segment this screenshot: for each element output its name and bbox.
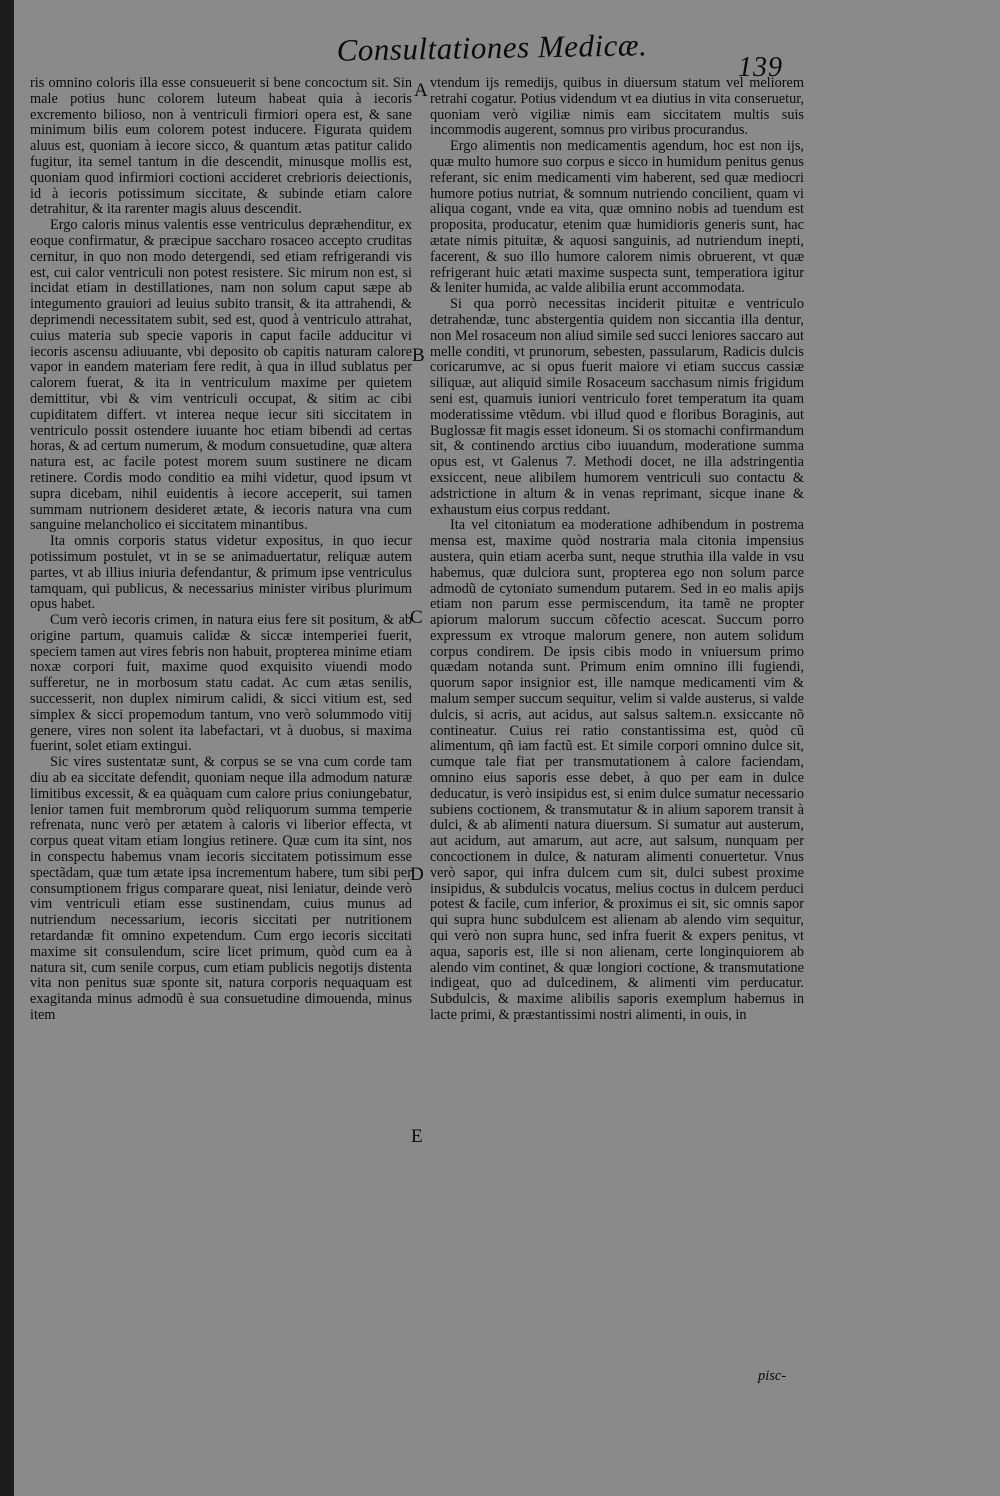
paragraph: Ergo caloris minus valentis esse ventriculus depræhenditur, ex eoque confirmatur, & præcipue saccharo rosaceo accepto cruditas cernitur, in quo non modo detergendi, sed etiam refrigerandi vis est, cui calor ventriculi non potest resistere. Sic mirum non est, si incidat etiam in destillationes, nam non solum caput sæpe ab integumento grauiori ad leuius subito transit, & ita attrahendi, & deprimendi necessitatem subit, sed est, quod à ventriculo attrahat, cuius materia sub specie vaporis in caput facile adducitur vi iecoris ascensu adiuuante, vbi deposito ob capitis naturam calore vapor in eandem materiam fere redit, à qua in illud sublatus per calorem fuerat, & ita in ventriculum maxime per quietem demittitur, vbi & vim ventriculi occupat, & sitim ac cibi cupiditatem differt. vt interea neque iecur siti siccitatem in ventriculo possit ostendere iuuante hoc etiam bibendi ad certas horas, & ad certum numerum, & modum consuetudine, quæ altera natura est, ac facile potest morem suum sustinere ne dicam retinere. Cordis modo conditio ea mihi videtur, quod ipsum vt supra dicebam, nihil euidentis à iecore acceperit, sui tamen summam nutrionem desideret ætate, & iecoris natura vna cum sanguine melancholico ei siccitatem minantibus. [30, 217, 412, 534]
paragraph: Ergo alimentis non medicamentis agendum, hoc est non ijs, quæ multo humore suo corpus e sicco in humidum penitus genus referant, sic enim medicamenti vim haberent, sed quæ mediocri humore potius nutriat, & somnum nutriendo concilient, quam vi aliqua cogant, vnde ea vita, quæ omnino nobis ad tuendum est proposita, producatur, etenim quæ humidioris generis sunt, hac ætate nimis pituitæ, & aquosi sanguinis, ad nutriendum inepti, facerent, & suo illo humore calorem nimis obruerent, vt quæ refrigerant huic ætati maxime suspecta sunt, temperatiora igitur & leniter humida, ac valde alibilia erunt accommodata. [430, 138, 804, 297]
paragraph: Ita vel citoniatum ea moderatione adhibendum in postrema mensa est, maxime quòd nostraria mala citonia impensius austera, quin etiam acerba sunt, neque struthia illa valde in vsu habemus, quæ dulciora sunt, propterea ego non solum parce admodũ de cytoniato sumendum putarem. Sed in eo malis apijs etiam non parum esse permiscendum, ita tamẽ ne propter apiorum malorum succum cõfectio acescat. Succum porro expressum ex vtroque malorum genere, non autem solidum corpus condirem. De ipsis cibis modo in vniuersum primo quædam notanda sunt. Primum enim omnino illi fugiendi, quorum sapor insignior est, ille namque medicamenti vim & malum semper succum sequitur, velim si valde austerus, si valde dulcis, si acris, aut acidus, aut salsus saltem.n. exsiccante nõ contineatur. Cuius rei ratio constantissima est, quòd cũ alimentum, qñ iam factũ est. Et simile corpori omnino dulce sit, cumque tale fiat per transmutationem à calore faciendam, omnino eius saporis esse debet, à quo per eam in dulce deducatur, is verò insipidus est, si enim dulce sumatur necessario subiens coctionem, & transmutatur & in alium saporem transit à dulci, & ab alimenti natura diuersum. Si sumatur aut austerum, aut acidum, aut amarum, aut acre, aut salsum, nunquam per concoctionem in dulce, & naturam alimenti conuertetur. Vnus verò sapor, qui infra dulcem cum sit, dulci subest proxime insipidus, & subdulcis vocatus, melius coctus in dulcem perduci potest & facile, cum inferior, & proximus ei sit, sic omnis sapor qui supra hunc subdulcem est alienam ab alendo vim sequitur, qui verò non supra hunc, sed infra fuerit & expers penitus, vt aqua, saporis est, ille si non alienam, certe longinquiorem ab alendo vim continet, & quæ longiori coctione, & transmutatione indigeat, quo ad dulcedinem, & alimenti vim perducatur. Subdulcis, & maxime alibilis saporis exemplum habemus in lacte primi, & præstantissimi nostri alimenti, in ouis, in [430, 517, 804, 1024]
section-marker-e: E [411, 1126, 423, 1147]
section-marker-c: C [410, 607, 423, 628]
section-marker-b: B [412, 345, 425, 366]
paragraph: Sic vires sustentatæ sunt, & corpus se se vna cum corde tam diu ab ea siccitate defendit, quoniam neque illa admodum naturæ limitibus excessit, & ea quàquam cum calore prius coniungebatur, lenior tamen fuit membrorum quòd reliquorum summa temperie refrenata, nunc verò per ætatem à caloris vi liberior effecta, vt corpus queat vitam etiam longius retinere. Quæ cum ita sint, nos in conspectu habemus vnam iecoris siccitatem potissimum esse spectãdam, quæ tum ætate ipsa incrementum habere, tum sibi per consumptionem frigus comparare queat, nisi leniatur, deinde verò vim ventriculi etiam esse sustinendam, cuius munus ad nutriendum necessarium, iecoris siccitati per nutritionem retardandæ fit omnino expetendum. Cum ergo iecoris siccitati maxime sit consulendum, scire licet primum, quòd cum ea à natura sit, cum senile corpus, cum etiam publicis negotijs distenta vita non penitus suæ sponte sit, natura corporis nequaquam est exagitanda minus admodũ è sua consuetudine dimouenda, minus item [30, 754, 412, 1024]
page-gutter-shadow [0, 0, 14, 1496]
paragraph: Si qua porrò necessitas inciderit pituitæ e ventriculo detrahendæ, tunc abstergentia quidem non siccantia illa dentur, non Mel rosaceum non aliud simile sed succi leniores saccaro aut melle conditi, vt prunorum, sebesten, passularum, Radicis dulcis coricarumve, ac si opus fuerit maiore vi etiam succus cassiæ siliquæ, aut aliquid simile Rosaceum sacchasum nimis frigidum seni est, quamuis iuniori ventriculo foret temperatum ita quam moderatissime vtẽdum. vbi illud quod e floribus Boraginis, aut Buglossæ fit magis esset idoneum. Si os stomachi confirmandum sit, & continendo arctius cibo iuuandum, moderatione summa opus est, vt Galenus 7. Methodi docet, ne illa adstringentia exsiccent, neue alibilem humorem ventriculi suo contactu & adstrictione in altum & in venas reprimant, sicque inane & exhaustum eius corpus reddant. [430, 296, 804, 518]
section-marker-d: D [410, 864, 424, 885]
paragraph: Cum verò iecoris crimen, in natura eius fere sit positum, & ab origine partum, quamuis calidæ & siccæ intemperiei fuerit, speciem tamen aut vires febris non habuit, propterea minime etiam noxæ corpori fuit, maxime quod exquisito viuendi modo sufferetur, ne in morbosum statu cadat. Ac cum ætas senilis, successerit, non duplex nimirum calidi, & sicci vitium est, sed simplex & sicci propemodum tantum, vno verò solummodo vitij genere, vires non solent ita labefactari, vt à duobus, si maxima fuerint, solet etiam extingui. [30, 612, 412, 755]
section-marker-a: A [414, 80, 428, 101]
left-text-column [30, 76, 412, 1024]
paragraph: Ita omnis corporis status videtur expositus, in quo iecur potissimum postulet, vt in se se animaduertatur, reliquæ autem partes, vt ab illius iniuria defendantur, & primum ipse ventriculus tamquam, qui publicus, & necessarius minister viribus plurimum opus habet. [30, 533, 412, 613]
right-text-column [430, 76, 804, 1024]
running-header-title: Consultationes Medicæ. [336, 27, 648, 68]
page-number: 139 [738, 52, 783, 83]
catchword: pisc- [758, 1368, 787, 1384]
paragraph: ris omnino coloris illa esse consueuerit si bene concoctum sit. Sin male potius hunc colorem luteum habeat quia à iecoris excremento bilioso, non à ventriculi firmiori opera est, & sane minimum bilis eum colorem potest inducere. Figurata quidem aluus est, quoniam à iecore sicco, & quantum ætas patitur calido fugitur, ita semel tantum in die descendit, minusque mollis est, quoniam quod infirmiori coctioni accideret crebrioris deiectionis, id à iecoris potissimum siccitate, & subinde etiam calore detrahitur, & ita rarenter magis aluus descendit. [30, 75, 412, 218]
paragraph: vtendum ijs remedijs, quibus in diuersum statum vel meliorem retrahi cogatur. Potius videndum vt ea diutius in vita conseruetur, quoniam verò vigiliæ nimis eam siccitatem multis suis incommodis augerent, somnus pro viribus procurandus. [430, 75, 804, 139]
